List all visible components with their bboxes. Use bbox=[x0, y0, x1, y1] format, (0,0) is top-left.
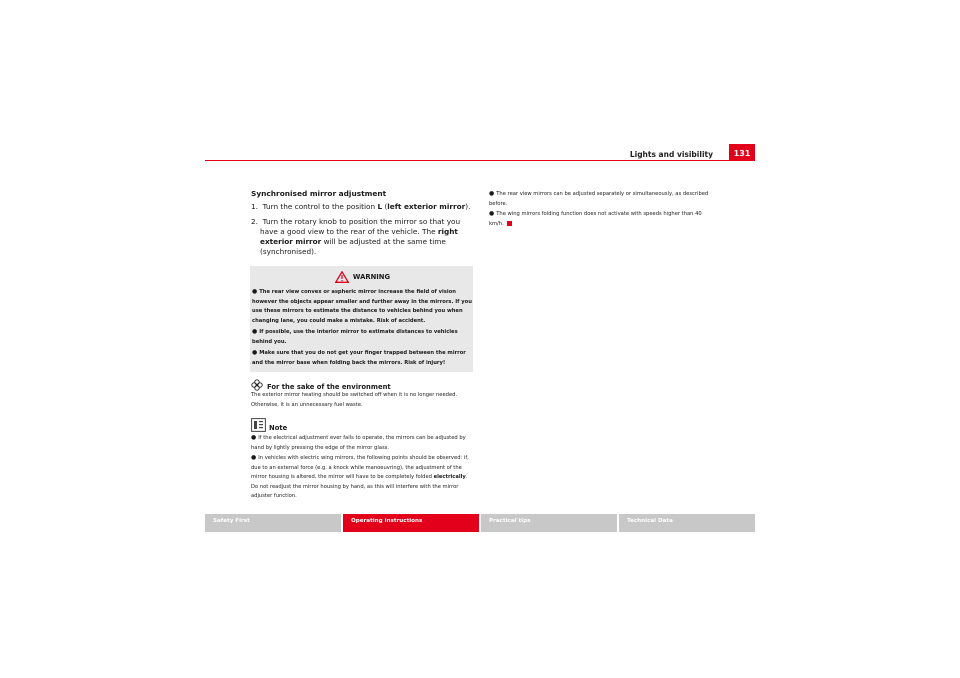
environment-header bbox=[251, 379, 473, 391]
note-icon bbox=[251, 418, 266, 432]
note-item: ● In vehicles with electric wing mirrors, the following points should be observed: if, due to an external force (e.g. a knock while manoeuvring), the adjustment of the mirror housing is altered, the mirror will have to be completely folded electrically. Do not readjust the mirror housing by hand, as this will interfere with the mirror adjuster function. bbox=[251, 454, 469, 499]
right-item: ● The rear view mirrors can be adjusted separately or simultaneously, as described before. bbox=[489, 190, 709, 207]
tab-practical-tips[interactable]: Practical tips bbox=[481, 514, 617, 532]
warning-item: ● Make sure that you do not get your finger trapped between the mirror and the mirror base when folding back the mirrors. Risk of injury! bbox=[252, 349, 466, 366]
left-column bbox=[251, 189, 473, 502]
section-heading: Synchronised mirror adjustment bbox=[251, 189, 387, 198]
section-title: Lights and visibility bbox=[629, 150, 713, 159]
page-number: 131 bbox=[729, 144, 755, 161]
bullet-icon: ● bbox=[252, 288, 258, 295]
right-item: ● The wing mirrors folding function does not activate with speeds higher than 40 km/h. bbox=[489, 210, 702, 227]
bullet-icon: ● bbox=[251, 454, 257, 461]
right-column bbox=[489, 189, 714, 229]
bullet-icon: ● bbox=[489, 190, 495, 197]
step-2: 2. Turn the rotary knob to position the mirror so that you have a good view to the rear of the vehicle. The right exterior mirror will be adjusted at the same time (synchronised). bbox=[251, 217, 461, 256]
tab-operating-instructions[interactable]: Operating instructions bbox=[343, 514, 479, 532]
bullet-icon: ● bbox=[252, 349, 258, 356]
environment-text: The exterior mirror heating should be switched off when it is no longer needed. Otherwise, it is an unnecessary fuel waste. bbox=[251, 392, 458, 408]
bullet-icon: ● bbox=[251, 434, 257, 441]
warning-item: ● If possible, use the interior mirror to estimate distances to vehicles behind you. bbox=[252, 328, 458, 345]
note-title: Note bbox=[269, 424, 288, 432]
footer-tabs bbox=[205, 514, 755, 532]
environment-flower-icon bbox=[251, 379, 263, 391]
warning-box bbox=[250, 266, 473, 372]
tab-safety-first[interactable]: Safety First bbox=[205, 514, 341, 532]
note-item: ● If the electrical adjustment ever fails to operate, the mirrors can be adjusted by hand by lightly pressing the edge of the mirror glass. bbox=[251, 434, 466, 451]
environment-title: For the sake of the environment bbox=[267, 383, 391, 391]
end-of-section-icon bbox=[507, 221, 512, 226]
page-header bbox=[205, 144, 755, 161]
header-rule bbox=[205, 160, 729, 161]
step-1: 1. Turn the control to the position L (left exterior mirror). bbox=[251, 202, 471, 211]
warning-triangle-icon bbox=[335, 271, 349, 283]
bullet-icon: ● bbox=[252, 328, 258, 335]
bullet-icon: ● bbox=[489, 210, 495, 217]
warning-title: WARNING bbox=[352, 273, 391, 281]
warning-header bbox=[252, 271, 473, 283]
tab-technical-data[interactable]: Technical Data bbox=[619, 514, 755, 532]
warning-item: ● The rear view convex or aspheric mirror increase the field of vision however the objects appear smaller and further away in the mirrors. If you use these mirrors to estimate the distance to vehicles behind you when changing lane, you could make a mistake. Risk of accident. bbox=[252, 288, 472, 324]
note-header bbox=[251, 418, 473, 432]
